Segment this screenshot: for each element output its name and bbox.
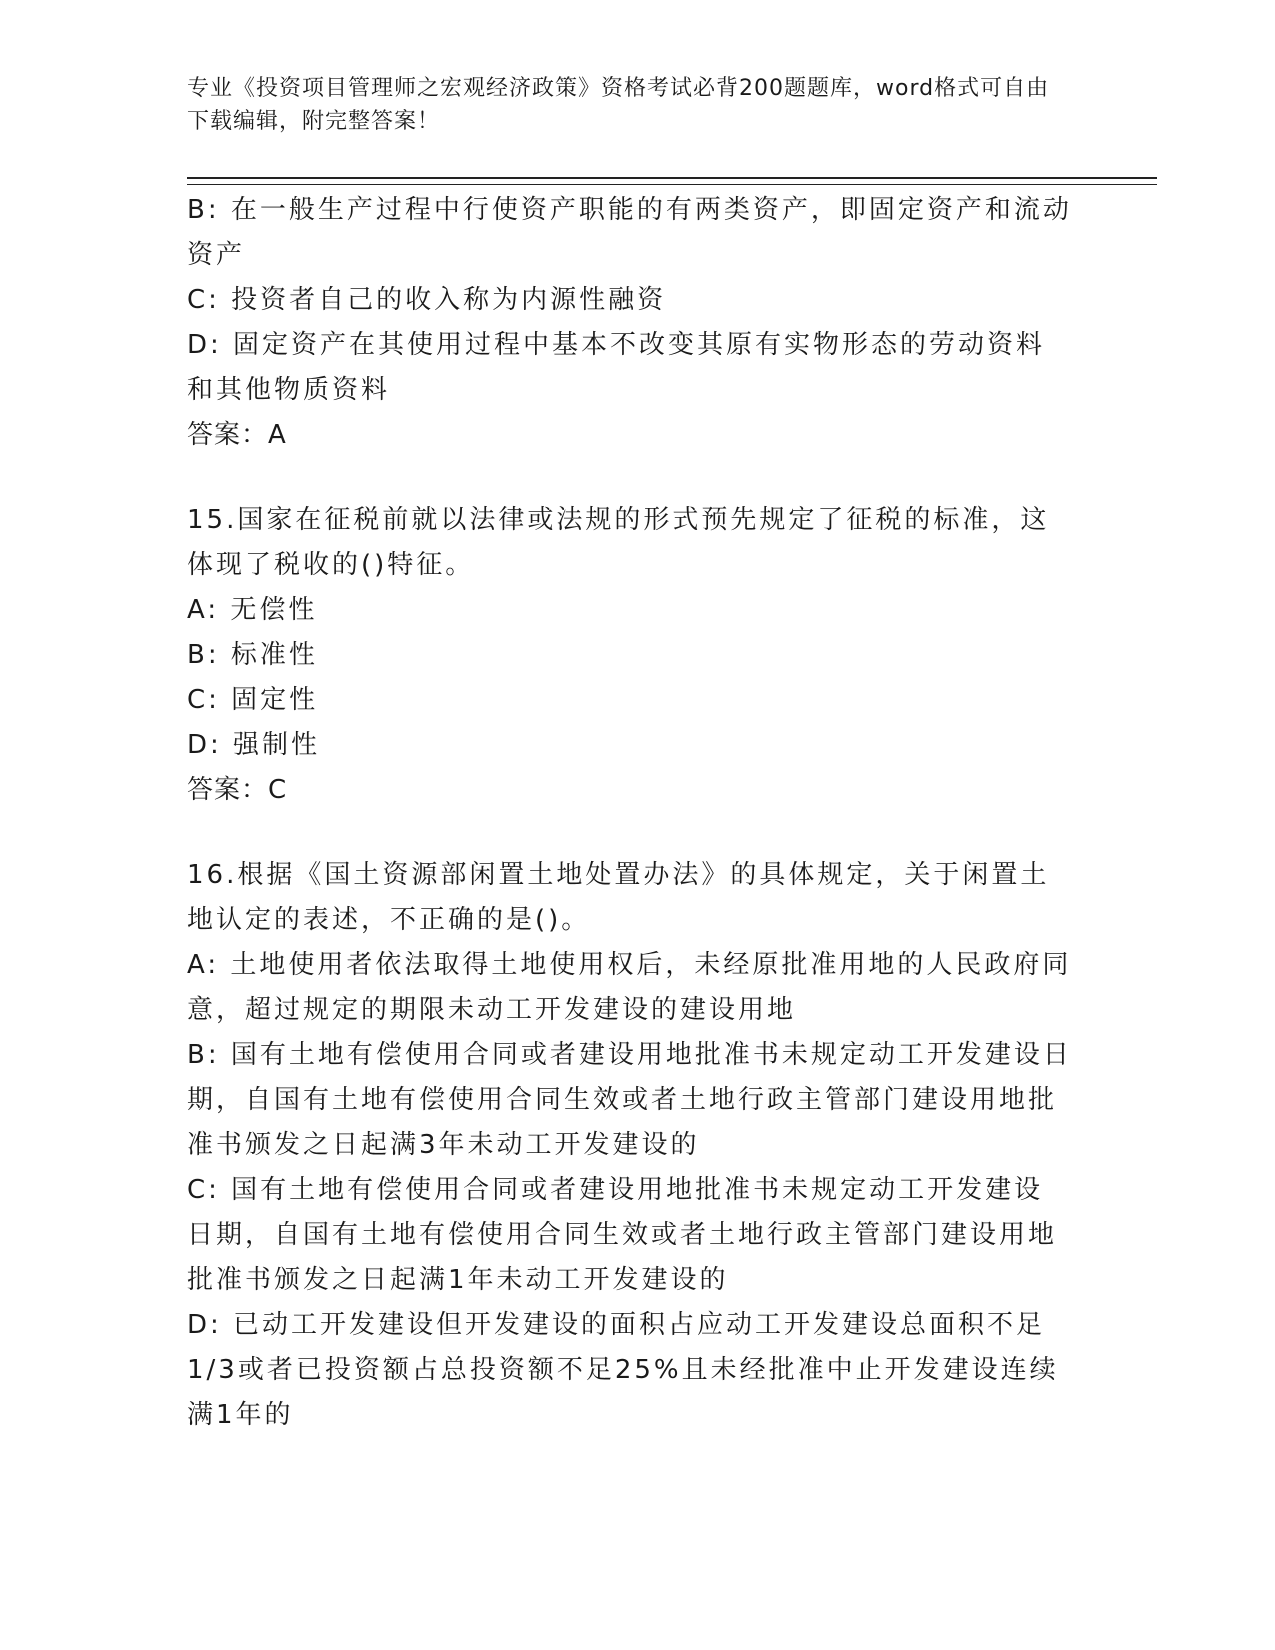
q16-option-c: C: 国有土地有偿使用合同或者建设用地批准书未规定动工开发建设日期，自国有土地有偿使用合同生效或者土地行政主管部门建设用地批准书颁发之日起满1年未动工开发建设的 [187,1175,1058,1295]
q16-option-d: D: 已动工开发建设但开发建设的面积占应动工开发建设总面积不足1/3或者已投资额占总投资额不足25%且未经批准中止开发建设连续满1年的 [187,1310,1059,1430]
spacer [187,458,1072,498]
question-16 [187,853,1072,1438]
q15-option-c: C: 固定性 [187,685,319,715]
q15-option-a: A: 无偿性 [187,595,318,625]
spacer [187,813,1072,853]
question-15 [187,498,1072,813]
q16-option-a: A: 土地使用者依法取得土地使用权后，未经原批准用地的人民政府同意，超过规定的期限未动工开发建设的建设用地 [187,950,1072,1025]
q15-question: 15.国家在征税前就以法律或法规的形式预先规定了征税的标准，这体现了税收的()特征。 [187,505,1050,580]
document-body [187,188,1072,1438]
page-header: 专业《投资项目管理师之宏观经济政策》资格考试必背200题题库，word格式可自由下载编辑，附完整答案！ [187,76,1050,134]
q15-option-b: B: 标准性 [187,640,318,670]
q14-option-d: D: 固定资产在其使用过程中基本不改变其原有实物形态的劳动资料和其他物质资料 [187,330,1046,405]
q16-question: 16.根据《国土资源部闲置土地处置办法》的具体规定，关于闲置土地认定的表述，不正确的是()。 [187,860,1050,935]
question-14-fragment [187,188,1072,458]
q14-answer: 答案：A [187,420,287,450]
header-divider [187,177,1157,185]
q14-option-b: B: 在一般生产过程中行使资产职能的有两类资产，即固定资产和流动资产 [187,195,1072,270]
q15-option-d: D: 强制性 [187,730,321,760]
q16-option-b: B: 国有土地有偿使用合同或者建设用地批准书未规定动工开发建设日期，自国有土地有偿使用合同生效或者土地行政主管部门建设用地批准书颁发之日起满3年未动工开发建设的 [187,1040,1072,1160]
q14-option-c: C: 投资者自己的收入称为内源性融资 [187,285,667,315]
q15-answer: 答案：C [187,775,288,805]
